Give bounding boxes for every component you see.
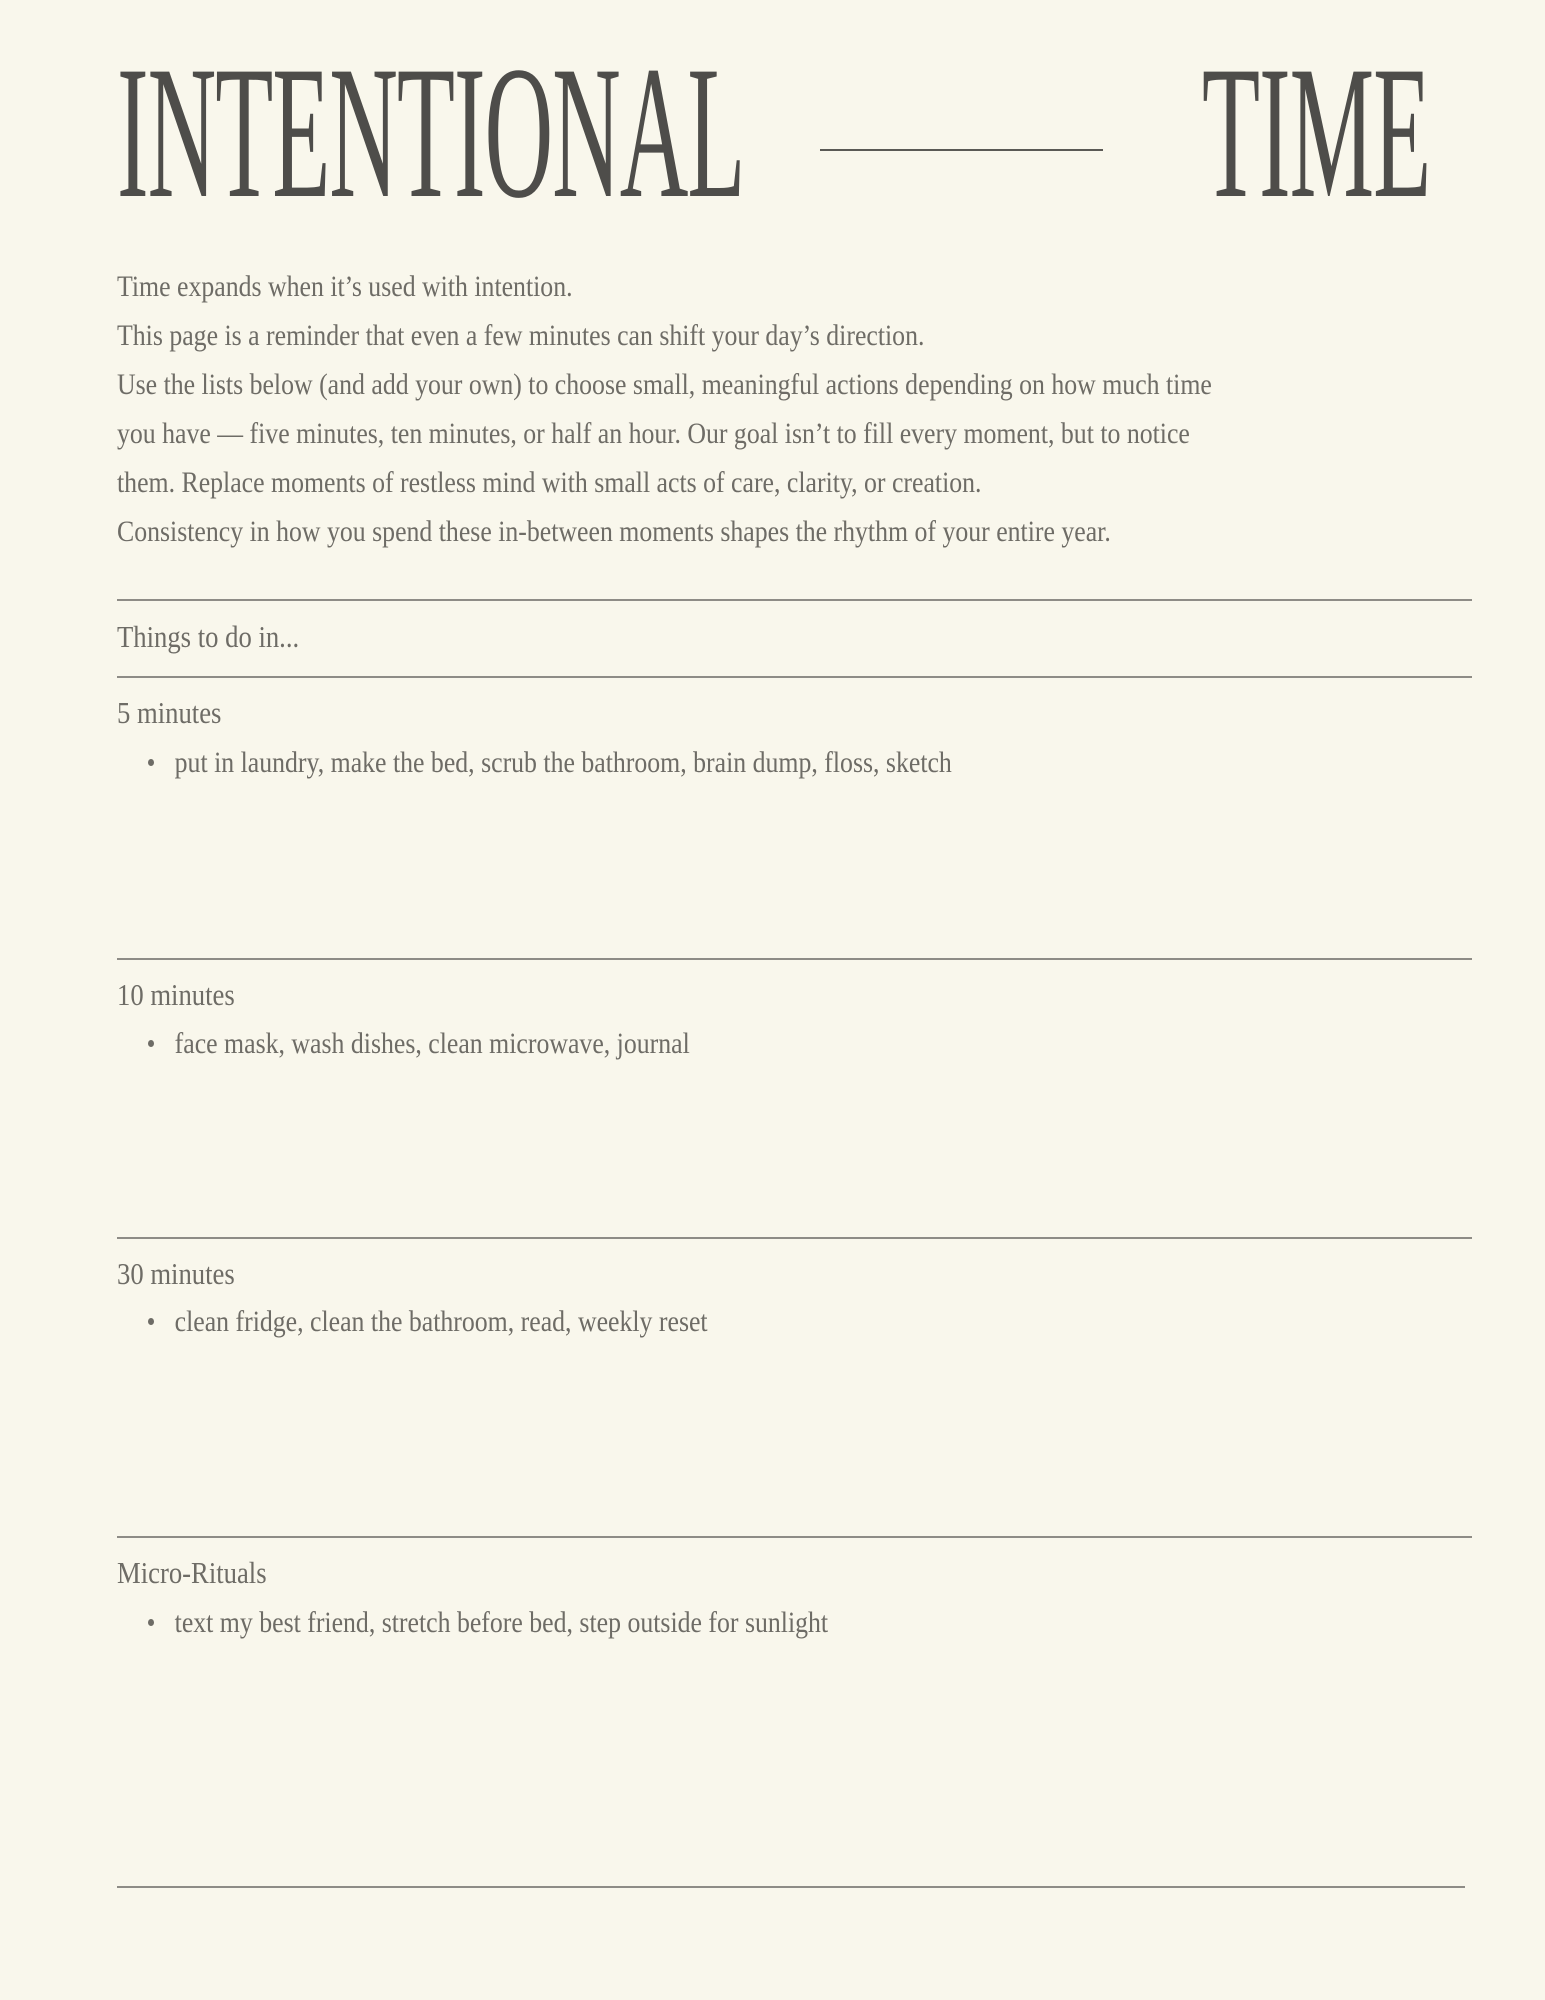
- intro-line: Use the lists below (and add your own) to choose small, meaningful actions depending on how much time: [117, 368, 1212, 401]
- intro-line: Time expands when it’s used with intention.: [117, 270, 573, 303]
- intro-text: [117, 262, 1427, 556]
- list-item: [148, 1302, 708, 1342]
- divider: [117, 958, 1472, 960]
- things-header: Things to do in...: [117, 619, 300, 654]
- bullet-icon: [148, 1040, 154, 1047]
- list-item: [148, 1024, 690, 1064]
- list-item-text: text my best friend, stretch before bed, step outside for sunlight: [174, 1606, 829, 1639]
- intro-line: This page is a reminder that even a few minutes can shift your day’s direction.: [117, 319, 925, 352]
- list-item-text: clean fridge, clean the bathroom, read, weekly reset: [174, 1305, 708, 1338]
- section-label-5-minutes: 5 minutes: [117, 695, 222, 730]
- intro-line: Consistency in how you spend these in-between moments shapes the rhythm of your entire year.: [117, 515, 1111, 548]
- section-label-30-minutes: 30 minutes: [117, 1256, 235, 1291]
- title-left-word: INTENTIONAL: [117, 28, 745, 238]
- bullet-icon: [148, 1318, 154, 1325]
- divider: [117, 676, 1472, 678]
- title-right-word: TIME: [1202, 28, 1431, 238]
- section-label-micro-rituals: Micro-Rituals: [117, 1555, 267, 1590]
- intro-line: them. Replace moments of restless mind with small acts of care, clarity, or creation.: [117, 466, 982, 499]
- list-item: [148, 1603, 828, 1643]
- bullet-icon: [148, 759, 154, 766]
- list-item-text: face mask, wash dishes, clean microwave, journal: [174, 1027, 690, 1060]
- divider: [117, 599, 1472, 601]
- divider: [117, 1886, 1465, 1888]
- page-title: [117, 28, 1431, 238]
- title-divider: [820, 149, 1103, 151]
- section-label-10-minutes: 10 minutes: [117, 977, 235, 1012]
- intro-line: you have — five minutes, ten minutes, or half an hour. Our goal isn’t to fill every moment, but to notice: [117, 417, 1190, 450]
- divider: [117, 1536, 1472, 1538]
- bullet-icon: [148, 1619, 154, 1626]
- divider: [117, 1237, 1472, 1239]
- list-item: [148, 743, 952, 783]
- list-item-text: put in laundry, make the bed, scrub the bathroom, brain dump, floss, sketch: [174, 746, 952, 779]
